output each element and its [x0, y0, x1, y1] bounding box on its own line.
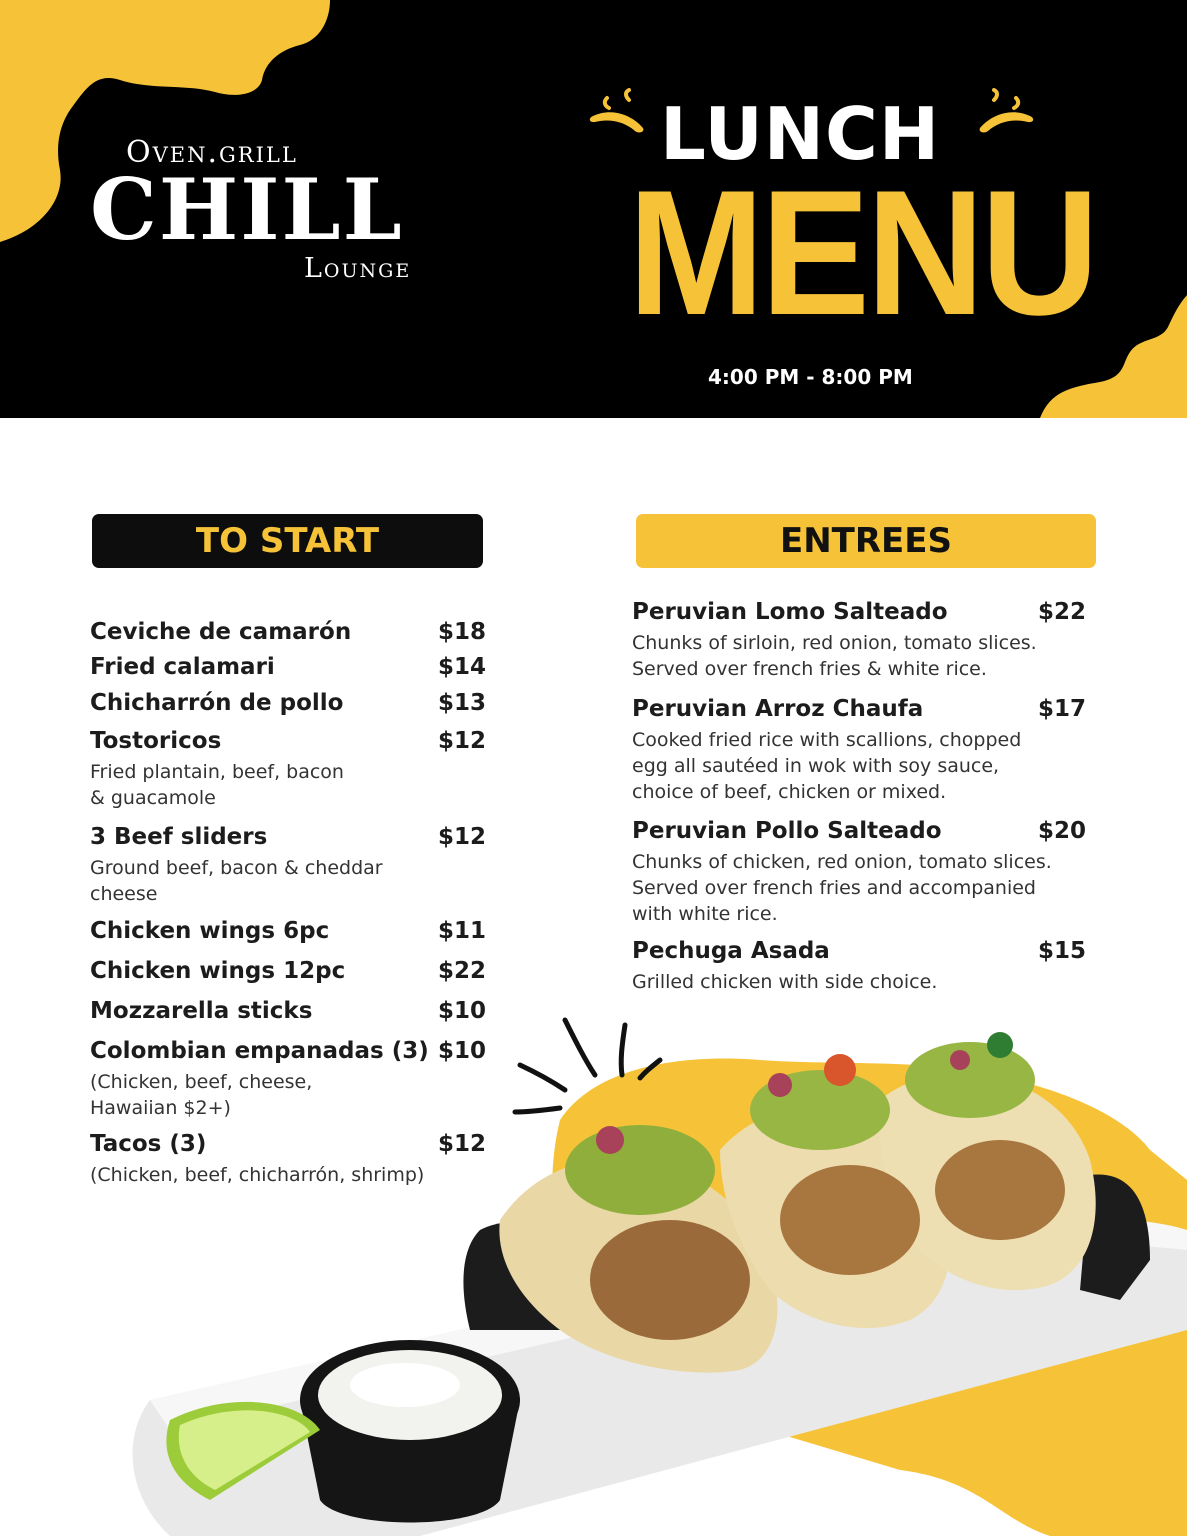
menu-item-description: (Chicken, beef, chicharrón, shrimp)	[90, 1164, 425, 1186]
menu-item-description: Fried plantain, beef, bacon	[90, 761, 344, 783]
logo-tagline-top: Oven.grill	[126, 135, 298, 170]
chili-right-icon	[968, 88, 1038, 138]
menu-item-price: $11	[437, 918, 486, 944]
menu-item-description: Served over french fries and accompanied	[632, 877, 1036, 899]
menu-item-price: $18	[437, 619, 486, 645]
menu-item-description: egg all sautéed in wok with soy sauce,	[632, 755, 1000, 777]
menu-item-price: $14	[437, 654, 486, 680]
menu-item-name: Chicken wings 12pc	[90, 958, 346, 984]
menu-item-description: with white rice.	[632, 903, 778, 925]
title-menu: MENU	[628, 153, 1096, 352]
menu-item-description: & guacamole	[90, 787, 216, 809]
logo-tagline-bottom: Lounge	[304, 253, 412, 284]
menu-item-description: choice of beef, chicken or mixed.	[632, 781, 947, 803]
hours-text: 4:00 PM - 8:00 PM	[708, 365, 913, 389]
menu-item-description: Hawaiian $2+)	[90, 1097, 231, 1119]
menu-item-description: (Chicken, beef, cheese,	[90, 1071, 313, 1093]
menu-item-price: $15	[1037, 938, 1086, 964]
menu-item-name: Tacos (3)	[90, 1131, 207, 1157]
header-banner	[0, 0, 1187, 418]
menu-item-name: Chicharrón de pollo	[90, 690, 344, 716]
to-start-heading: TO START	[92, 514, 483, 568]
title-lunch: LUNCH	[660, 92, 941, 176]
menu-item-name: Mozzarella sticks	[90, 998, 313, 1024]
menu-item-price: $20	[1037, 818, 1086, 844]
chili-left-icon	[585, 88, 655, 138]
menu-item-description: cheese	[90, 883, 158, 905]
menu-item-price: $10	[437, 998, 486, 1024]
menu-item-price: $17	[1037, 696, 1086, 722]
menu-item-name: Pechuga Asada	[632, 938, 830, 964]
menu-item-description: Chunks of chicken, red onion, tomato slices.	[632, 851, 1052, 873]
menu-item-name: Peruvian Lomo Salteado	[632, 599, 948, 625]
menu-item-description: Cooked fried rice with scallions, chopped	[632, 729, 1022, 751]
menu-item-price: $10	[437, 1038, 486, 1064]
menu-item-description: Grilled chicken with side choice.	[632, 971, 938, 993]
menu-item-name: Chicken wings 6pc	[90, 918, 330, 944]
menu-item-name: Colombian empanadas (3)	[90, 1038, 429, 1064]
menu-item-price: $22	[437, 958, 486, 984]
menu-item-name: Ceviche de camarón	[90, 619, 352, 645]
menu-item-price: $13	[437, 690, 486, 716]
menu-item-name: Fried calamari	[90, 654, 275, 680]
menu-item-name: Tostoricos	[90, 728, 222, 754]
menu-item-price: $12	[437, 728, 486, 754]
entrees-heading: ENTREES	[636, 514, 1096, 568]
menu-item-name: Peruvian Arroz Chaufa	[632, 696, 924, 722]
menu-item-description: Served over french fries & white rice.	[632, 658, 987, 680]
menu-item-price: $12	[437, 824, 486, 850]
menu-item-name: Peruvian Pollo Salteado	[632, 818, 942, 844]
menu-item-description: Chunks of sirloin, red onion, tomato slices.	[632, 632, 1037, 654]
menu-item-price: $12	[437, 1131, 486, 1157]
menu-item-price: $22	[1037, 599, 1086, 625]
menu-item-description: Ground beef, bacon & cheddar	[90, 857, 383, 879]
menu-item-name: 3 Beef sliders	[90, 824, 268, 850]
logo-wordmark: CHILL	[90, 160, 404, 259]
